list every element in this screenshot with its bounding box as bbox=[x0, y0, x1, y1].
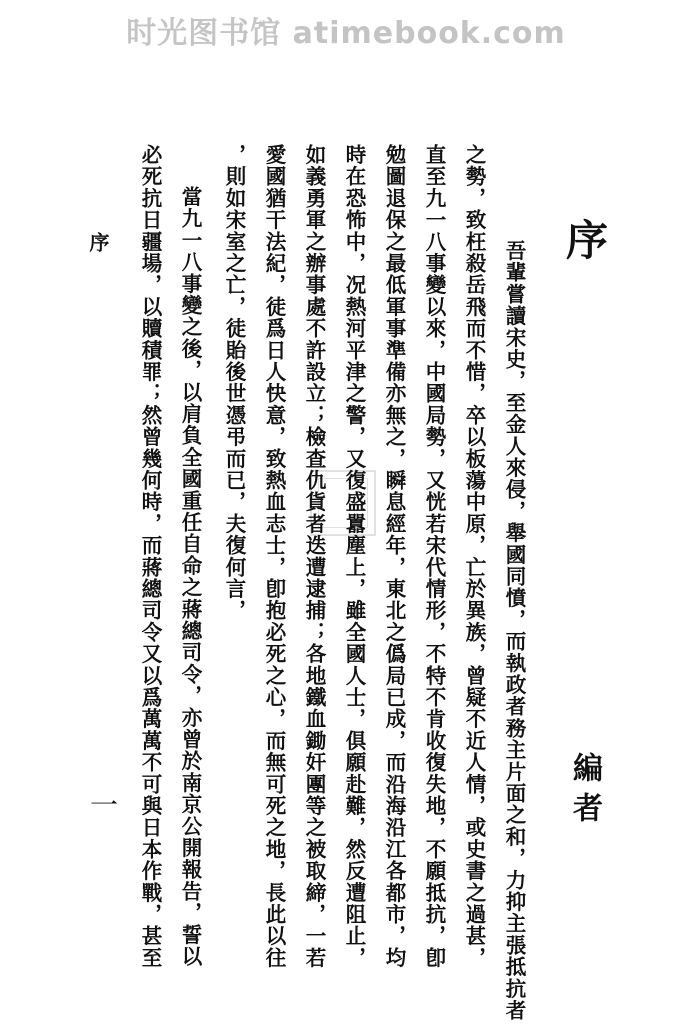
text-column-10: 必死抗日疆場，以贖積罪；然曾幾何時，而蔣總司令又以爲萬萬不可與日本作戰，甚至 bbox=[138, 144, 162, 969]
text-column-6: 如義勇軍之辦事處不許設立；檢查仇貨者迭遭逮捕；各地鐵血鋤奸團等之被取締，一若 bbox=[302, 144, 326, 969]
page-number: 一 bbox=[86, 790, 119, 818]
text-column-9: 當九一八事變之後，以肩負全國重任自命之蔣總司令，亦曾於南京公開報告，誓以 bbox=[178, 186, 202, 968]
text-column-3: 直至九一八事變以來，中國局勢，又恍若宋代情形，不特不肯收復失地，不願抵抗，卽 bbox=[422, 144, 446, 969]
text-column-7: 愛國猶干法紀，徒爲日人快意，致熱血志士，卽抱必死之心，而無可死之地，長此以往 bbox=[262, 144, 286, 969]
editor-label: 編者 bbox=[567, 752, 602, 832]
text-column-1: 吾輩嘗讀宋史，至金人來侵，舉國同憤，而執政者務主片面之和，力抑主張抵抗者 bbox=[502, 240, 526, 1022]
running-header: 序 bbox=[86, 232, 110, 252]
watermark-text: 时光图书馆 atimebook.com bbox=[126, 16, 566, 51]
text-column-2: 之勢，致枉殺岳飛而不惜，卒以板蕩中原，亡於異族，曾疑不近人情，或史書之過甚， bbox=[462, 144, 486, 969]
text-column-8: ，則如宋室之亡，徒貽後世憑弔而已，夫復何言， bbox=[222, 144, 246, 622]
page-title: 序 bbox=[560, 218, 609, 260]
text-column-4: 勉圖退保之最低軍事準備亦無之，瞬息經年，東北之僞局已成，而沿海沿江各都市，均 bbox=[382, 144, 406, 969]
text-column-5: 時在恐怖中，况熱河平津之警，又復盛囂塵上，雖全國人士，俱願赴難，然反遭阻止， bbox=[342, 144, 366, 969]
